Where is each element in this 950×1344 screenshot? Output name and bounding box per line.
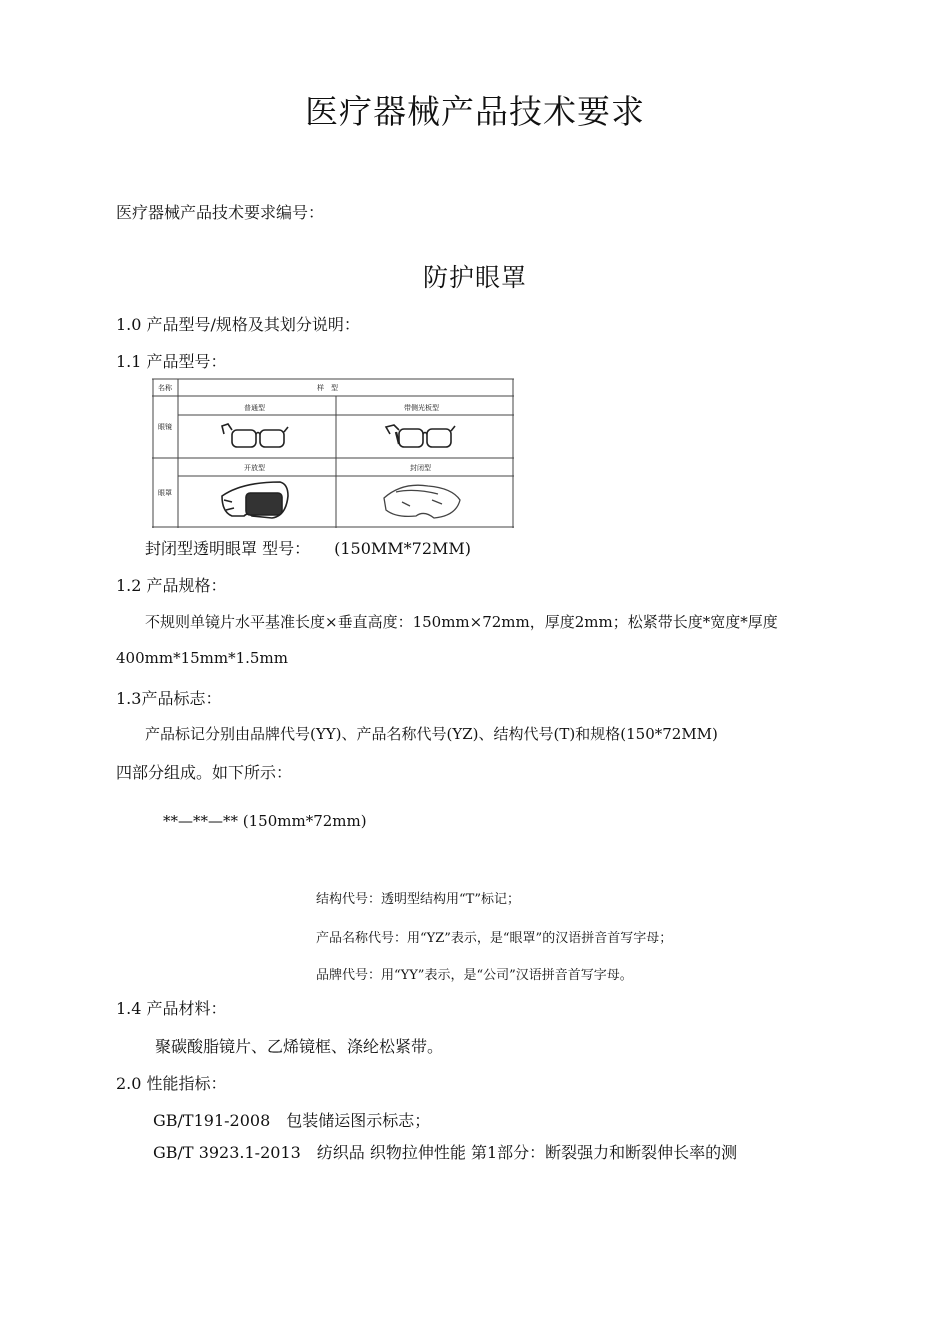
product-type-table: [152, 378, 514, 528]
spec-line-1: 不规则单镜片水平基准长度×垂直高度：150mm×72mm，厚度2mm；松紧带长度*宽度*厚度: [145, 613, 778, 631]
table-row-goggles-label: 眼罩: [158, 489, 172, 497]
spec-line-2: 400mm*15mm*1.5mm: [116, 649, 288, 667]
table-glasses-standard-label: 普通型: [244, 404, 265, 412]
table-goggles-open-label: 开放型: [244, 464, 265, 472]
note-structure-code: 结构代号：透明型结构用“T”标记；: [316, 892, 520, 907]
standard-gb-t191: GB/T191-2008 包装储运图示标志；: [153, 1111, 431, 1130]
product-type-table-grid: [152, 378, 514, 528]
note-brand-code: 品牌代号：用“YY”表示，是“公司”汉语拼音首写字母。: [316, 968, 633, 983]
product-name: 防护眼罩: [422, 263, 527, 292]
section-1-3-heading: 1.3产品标志：: [116, 689, 222, 708]
note-name-code: 产品名称代号：用“YZ”表示，是“眼罩”的汉语拼音首写字母；: [316, 931, 673, 946]
model-line: 封闭型透明眼罩 型号： (150MM*72MM): [145, 539, 472, 558]
standard-gb-t3923: GB/T 3923.1-2013 纺织品 织物拉伸性能 第1部分：断裂强力和断裂伸长率的测: [153, 1143, 738, 1162]
goggles-open-icon: [222, 482, 288, 518]
section-1-1-heading: 1.1 产品型号：: [116, 352, 227, 371]
glasses-standard-icon: [222, 424, 288, 447]
section-1-4-heading: 1.4 产品材料：: [116, 999, 227, 1018]
marking-pattern: **—**—** (150mm*72mm): [163, 812, 367, 830]
table-goggles-sealed-label: 封闭型: [410, 464, 431, 472]
materials-line: 聚碳酸脂镜片、乙烯镜框、涤纶松紧带。: [155, 1037, 444, 1056]
section-1-0-heading: 1.0 产品型号/规格及其划分说明：: [116, 315, 360, 334]
table-header-style: 样 型: [317, 384, 338, 392]
section-1-2-heading: 1.2 产品规格：: [116, 576, 227, 595]
marking-line-2: 四部分组成。如下所示：: [116, 763, 293, 782]
marking-line-1: 产品标记分别由品牌代号(YY)、产品名称代号(YZ)、结构代号(T)和规格(150*72MM): [145, 725, 718, 743]
section-2-0-heading: 2.0 性能指标：: [116, 1074, 227, 1093]
requirement-number-label: 医疗器械产品技术要求编号：: [116, 203, 325, 222]
table-row-glasses-label: 眼镜: [158, 423, 172, 431]
glasses-side-shield-icon: [386, 425, 455, 447]
table-glasses-side-label: 带侧光板型: [404, 404, 439, 412]
table-header-name: 名称: [158, 384, 172, 392]
document-title: 医疗器械产品技术要求: [305, 92, 645, 131]
goggles-sealed-icon: [384, 485, 460, 518]
